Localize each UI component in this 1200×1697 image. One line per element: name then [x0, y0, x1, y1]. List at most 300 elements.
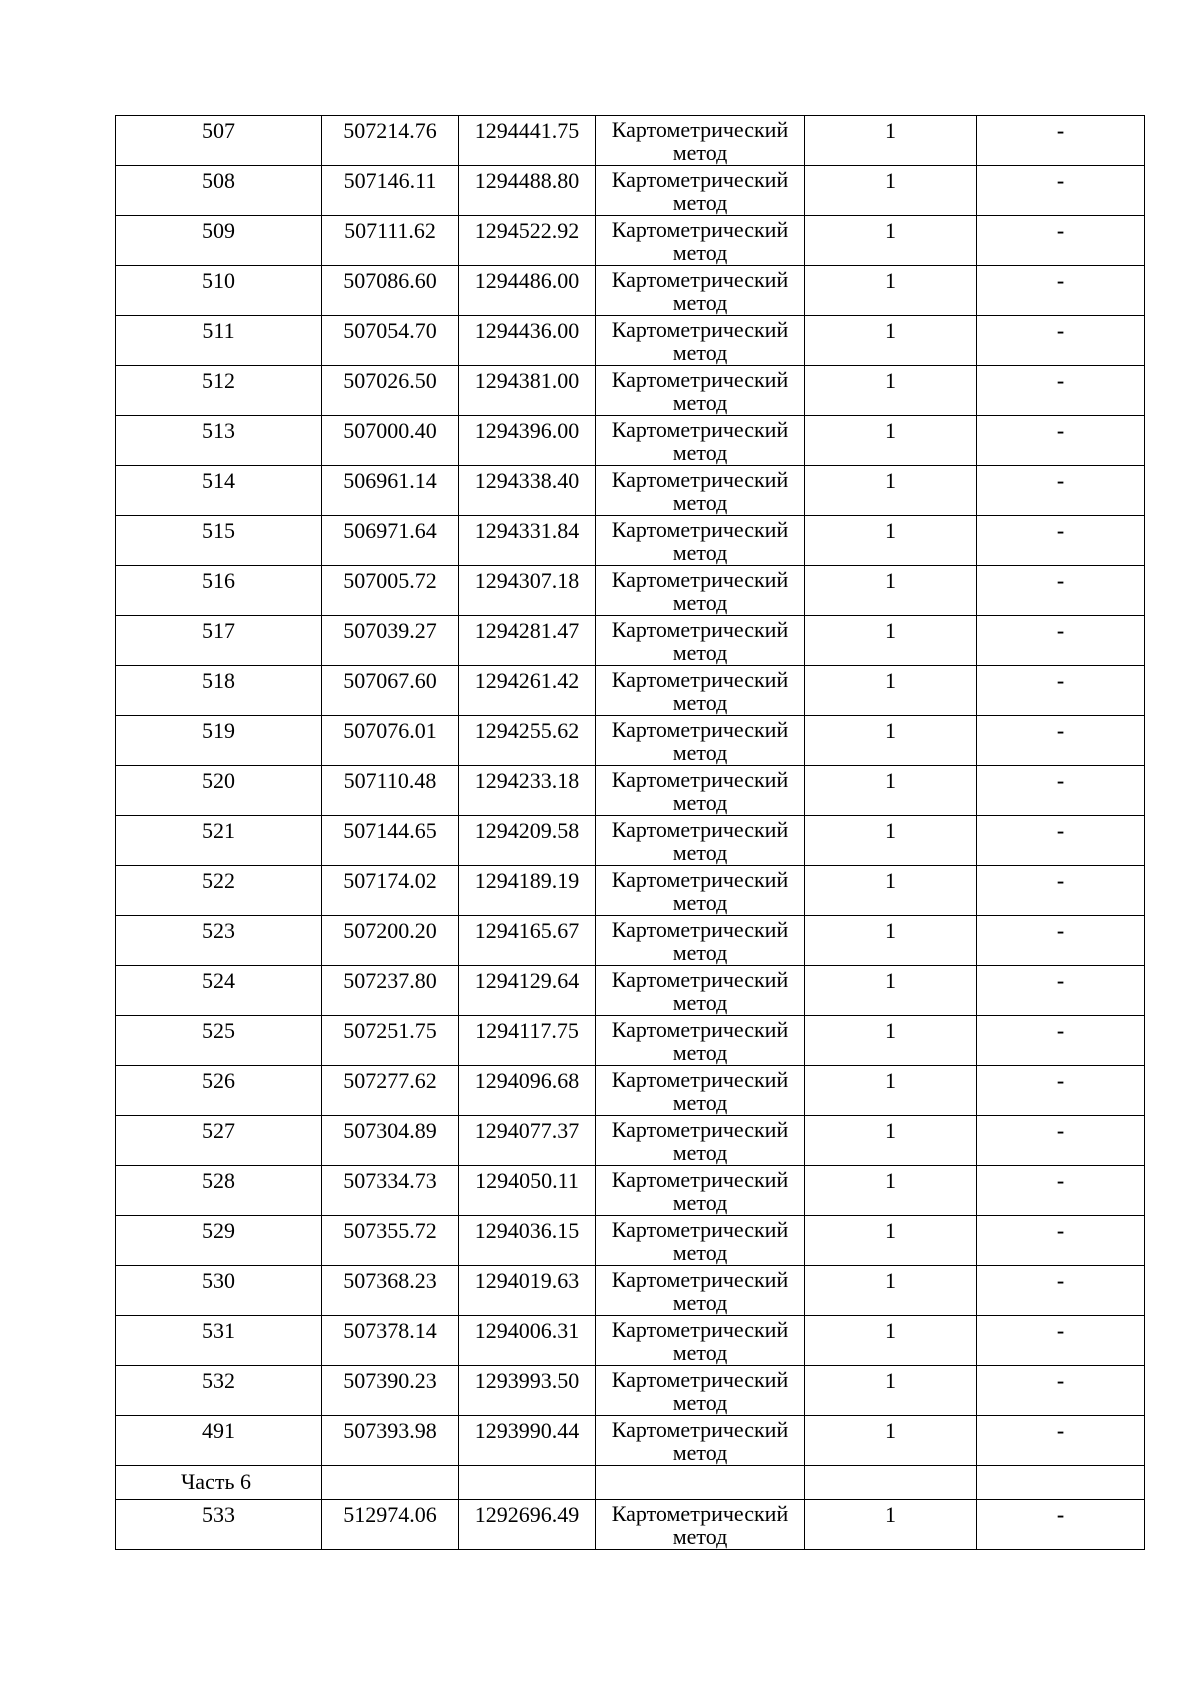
method-line-2: метод — [672, 490, 728, 515]
y-coordinate-value: 1294050.11 — [475, 1168, 579, 1193]
method-line-2: метод — [672, 1290, 728, 1315]
point-number-value: 526 — [202, 1068, 235, 1093]
x-coordinate-value: 507214.76 — [343, 118, 437, 143]
note-cell — [977, 466, 1145, 516]
note-cell — [977, 216, 1145, 266]
point-number-value: 527 — [202, 1118, 235, 1143]
point-number-cell — [116, 516, 322, 566]
method-line-2: метод — [672, 740, 728, 765]
accuracy-cell — [805, 1416, 977, 1466]
accuracy-value: 1 — [885, 1118, 896, 1143]
y-coordinate-cell — [459, 766, 596, 816]
x-coordinate-value: 507334.73 — [343, 1168, 437, 1193]
accuracy-value: 1 — [885, 118, 896, 143]
point-number-value: 491 — [202, 1418, 235, 1443]
y-coordinate-cell — [459, 516, 596, 566]
table-row — [116, 866, 1145, 916]
note-cell — [977, 1066, 1145, 1116]
point-number-cell — [116, 1216, 322, 1266]
table-row — [116, 916, 1145, 966]
note-cell — [977, 1500, 1145, 1550]
note-cell — [977, 1316, 1145, 1366]
y-coordinate-cell — [459, 466, 596, 516]
note-value: - — [1056, 1502, 1065, 1527]
accuracy-value: 1 — [885, 668, 896, 693]
point-number-cell — [116, 216, 322, 266]
x-coordinate-value: 507054.70 — [343, 318, 437, 343]
note-cell — [977, 916, 1145, 966]
y-coordinate-value: 1294281.47 — [474, 618, 580, 643]
note-value: - — [1056, 668, 1065, 693]
table-row — [116, 1066, 1145, 1116]
note-cell — [977, 1166, 1145, 1216]
table-row — [116, 566, 1145, 616]
note-value: - — [1056, 218, 1065, 243]
method-line-1: Картометрический — [611, 217, 789, 242]
method-line-1: Картометрический — [611, 467, 789, 492]
note-cell — [977, 116, 1145, 166]
x-coordinate-value: 507005.72 — [343, 568, 437, 593]
y-coordinate-value: 1294255.62 — [474, 718, 580, 743]
method-line-2: метод — [672, 240, 728, 265]
table-row — [116, 1500, 1145, 1550]
method-line-1: Картометрический — [611, 1267, 789, 1292]
note-value: - — [1056, 918, 1065, 943]
accuracy-value: 1 — [885, 1218, 896, 1243]
y-coordinate-value: 1294209.58 — [474, 818, 580, 843]
accuracy-cell — [805, 216, 977, 266]
x-coordinate-cell — [322, 866, 459, 916]
point-number-cell — [116, 366, 322, 416]
x-coordinate-value: 506961.14 — [343, 468, 437, 493]
x-coordinate-cell — [322, 166, 459, 216]
point-number-value: 516 — [202, 568, 235, 593]
point-number-value: 525 — [202, 1018, 235, 1043]
table-row — [116, 1116, 1145, 1166]
accuracy-cell — [805, 916, 977, 966]
method-line-2: метод — [672, 1140, 728, 1165]
y-coordinate-cell — [459, 716, 596, 766]
note-value: - — [1056, 868, 1065, 893]
x-coordinate-cell — [322, 1166, 459, 1216]
accuracy-cell — [805, 166, 977, 216]
accuracy-cell — [805, 616, 977, 666]
note-value: - — [1056, 168, 1065, 193]
accuracy-value: 1 — [885, 1168, 896, 1193]
coordinates-table — [115, 115, 1145, 1550]
method-line-2: метод — [672, 890, 728, 915]
method-line-1: Картометрический — [611, 1501, 789, 1526]
accuracy-cell — [805, 266, 977, 316]
y-coordinate-cell — [459, 1266, 596, 1316]
table-row — [116, 666, 1145, 716]
method-cell — [596, 816, 805, 866]
note-value: - — [1056, 1018, 1065, 1043]
point-number-cell — [116, 266, 322, 316]
empty-cell — [459, 1466, 596, 1500]
point-number-value: 524 — [202, 968, 235, 993]
point-number-cell — [116, 1316, 322, 1366]
table-row — [116, 1366, 1145, 1416]
table-row — [116, 1416, 1145, 1466]
method-line-2: метод — [672, 340, 728, 365]
method-line-1: Картометрический — [611, 717, 789, 742]
note-cell — [977, 1016, 1145, 1066]
accuracy-value: 1 — [885, 168, 896, 193]
accuracy-cell — [805, 366, 977, 416]
y-coordinate-cell — [459, 566, 596, 616]
accuracy-cell — [805, 666, 977, 716]
method-line-2: метод — [672, 1440, 728, 1465]
y-coordinate-value: 1294396.00 — [474, 418, 580, 443]
note-value: - — [1056, 368, 1065, 393]
point-number-cell — [116, 466, 322, 516]
section-label: Часть 6 — [181, 1469, 251, 1494]
y-coordinate-value: 1294077.37 — [474, 1118, 580, 1143]
note-value: - — [1056, 468, 1065, 493]
point-number-value: 509 — [202, 218, 235, 243]
table-body — [116, 116, 1145, 1550]
x-coordinate-cell — [322, 1266, 459, 1316]
y-coordinate-cell — [459, 866, 596, 916]
point-number-cell — [116, 1016, 322, 1066]
y-coordinate-cell — [459, 1366, 596, 1416]
y-coordinate-value: 1294036.15 — [474, 1218, 580, 1243]
table-row — [116, 516, 1145, 566]
x-coordinate-cell — [322, 216, 459, 266]
x-coordinate-cell — [322, 1416, 459, 1466]
note-cell — [977, 666, 1145, 716]
note-cell — [977, 816, 1145, 866]
note-value: - — [1056, 968, 1065, 993]
accuracy-value: 1 — [885, 568, 896, 593]
note-cell — [977, 1416, 1145, 1466]
x-coordinate-value: 507110.48 — [343, 768, 437, 793]
accuracy-cell — [805, 416, 977, 466]
y-coordinate-value: 1293993.50 — [474, 1368, 580, 1393]
note-value: - — [1056, 718, 1065, 743]
point-number-cell — [116, 116, 322, 166]
y-coordinate-value: 1294331.84 — [474, 518, 580, 543]
accuracy-cell — [805, 466, 977, 516]
method-line-1: Картометрический — [611, 917, 789, 942]
accuracy-value: 1 — [885, 318, 896, 343]
point-number-value: 515 — [202, 518, 235, 543]
x-coordinate-cell — [322, 1500, 459, 1550]
x-coordinate-cell — [322, 1366, 459, 1416]
accuracy-cell — [805, 1116, 977, 1166]
accuracy-value: 1 — [885, 1502, 896, 1527]
note-cell — [977, 716, 1145, 766]
x-coordinate-cell — [322, 816, 459, 866]
y-coordinate-value: 1292696.49 — [474, 1502, 580, 1527]
method-line-1: Картометрический — [611, 1317, 789, 1342]
method-line-1: Картометрический — [611, 667, 789, 692]
point-number-cell — [116, 566, 322, 616]
x-coordinate-cell — [322, 1066, 459, 1116]
method-cell — [596, 666, 805, 716]
method-cell — [596, 1066, 805, 1116]
point-number-cell — [116, 1500, 322, 1550]
point-number-cell — [116, 416, 322, 466]
x-coordinate-value: 507000.40 — [343, 418, 437, 443]
method-line-1: Картометрический — [611, 317, 789, 342]
note-cell — [977, 1266, 1145, 1316]
note-cell — [977, 1116, 1145, 1166]
x-coordinate-cell — [322, 1216, 459, 1266]
y-coordinate-cell — [459, 1166, 596, 1216]
table-row — [116, 316, 1145, 366]
y-coordinate-cell — [459, 266, 596, 316]
x-coordinate-value: 507355.72 — [343, 1218, 437, 1243]
note-value: - — [1056, 418, 1065, 443]
method-line-1: Картометрический — [611, 1417, 789, 1442]
note-cell — [977, 1216, 1145, 1266]
point-number-cell — [116, 1266, 322, 1316]
method-line-2: метод — [672, 1390, 728, 1415]
y-coordinate-value: 1294006.31 — [474, 1318, 580, 1343]
y-coordinate-value: 1294096.68 — [474, 1068, 580, 1093]
method-line-2: метод — [672, 1190, 728, 1215]
method-cell — [596, 366, 805, 416]
method-line-1: Картометрический — [611, 867, 789, 892]
x-coordinate-cell — [322, 716, 459, 766]
y-coordinate-value: 1294261.42 — [474, 668, 580, 693]
accuracy-value: 1 — [885, 818, 896, 843]
method-line-2: метод — [672, 440, 728, 465]
section-row — [116, 1466, 1145, 1500]
x-coordinate-value: 507086.60 — [343, 268, 437, 293]
x-coordinate-value: 507237.80 — [343, 968, 437, 993]
point-number-cell — [116, 816, 322, 866]
note-cell — [977, 316, 1145, 366]
method-cell — [596, 1266, 805, 1316]
accuracy-value: 1 — [885, 618, 896, 643]
x-coordinate-cell — [322, 416, 459, 466]
x-coordinate-cell — [322, 616, 459, 666]
note-cell — [977, 966, 1145, 1016]
accuracy-cell — [805, 316, 977, 366]
point-number-value: 520 — [202, 768, 235, 793]
point-number-value: 513 — [202, 418, 235, 443]
method-line-1: Картометрический — [611, 817, 789, 842]
table-row — [116, 616, 1145, 666]
accuracy-cell — [805, 1500, 977, 1550]
x-coordinate-cell — [322, 316, 459, 366]
y-coordinate-cell — [459, 1066, 596, 1116]
accuracy-value: 1 — [885, 1068, 896, 1093]
x-coordinate-value: 507174.02 — [343, 868, 437, 893]
method-cell — [596, 916, 805, 966]
x-coordinate-cell — [322, 1016, 459, 1066]
accuracy-cell — [805, 1166, 977, 1216]
x-coordinate-value: 506971.64 — [343, 518, 437, 543]
x-coordinate-cell — [322, 666, 459, 716]
point-number-value: 533 — [202, 1502, 235, 1527]
accuracy-value: 1 — [885, 1368, 896, 1393]
accuracy-value: 1 — [885, 368, 896, 393]
point-number-cell — [116, 716, 322, 766]
table-row — [116, 1016, 1145, 1066]
method-line-2: метод — [672, 690, 728, 715]
x-coordinate-value: 507111.62 — [344, 218, 436, 243]
x-coordinate-value: 507067.60 — [343, 668, 437, 693]
point-number-value: 522 — [202, 868, 235, 893]
x-coordinate-value: 507304.89 — [343, 1118, 437, 1143]
method-line-1: Картометрический — [611, 167, 789, 192]
x-coordinate-cell — [322, 916, 459, 966]
method-cell — [596, 866, 805, 916]
x-coordinate-cell — [322, 366, 459, 416]
accuracy-value: 1 — [885, 1268, 896, 1293]
x-coordinate-value: 507378.14 — [343, 1318, 437, 1343]
point-number-cell — [116, 916, 322, 966]
method-cell — [596, 1416, 805, 1466]
method-cell — [596, 1500, 805, 1550]
point-number-cell — [116, 766, 322, 816]
accuracy-value: 1 — [885, 218, 896, 243]
note-cell — [977, 616, 1145, 666]
empty-cell — [805, 1466, 977, 1500]
note-value: - — [1056, 1418, 1065, 1443]
y-coordinate-value: 1294307.18 — [474, 568, 580, 593]
point-number-value: 530 — [202, 1268, 235, 1293]
empty-cell — [977, 1466, 1145, 1500]
method-line-2: метод — [672, 140, 728, 165]
y-coordinate-cell — [459, 1016, 596, 1066]
point-number-value: 531 — [202, 1318, 235, 1343]
accuracy-value: 1 — [885, 868, 896, 893]
table-row — [116, 366, 1145, 416]
accuracy-cell — [805, 1216, 977, 1266]
note-value: - — [1056, 318, 1065, 343]
point-number-value: 514 — [202, 468, 235, 493]
point-number-value: 528 — [202, 1168, 235, 1193]
accuracy-cell — [805, 816, 977, 866]
method-cell — [596, 1116, 805, 1166]
method-cell — [596, 116, 805, 166]
y-coordinate-cell — [459, 966, 596, 1016]
accuracy-value: 1 — [885, 918, 896, 943]
accuracy-cell — [805, 966, 977, 1016]
accuracy-value: 1 — [885, 518, 896, 543]
method-cell — [596, 1016, 805, 1066]
y-coordinate-value: 1294486.00 — [474, 268, 580, 293]
method-line-1: Картометрический — [611, 967, 789, 992]
y-coordinate-cell — [459, 366, 596, 416]
method-line-2: метод — [672, 840, 728, 865]
method-cell — [596, 516, 805, 566]
x-coordinate-cell — [322, 566, 459, 616]
method-line-2: метод — [672, 590, 728, 615]
method-line-2: метод — [672, 940, 728, 965]
method-cell — [596, 316, 805, 366]
accuracy-cell — [805, 116, 977, 166]
y-coordinate-value: 1293990.44 — [474, 1418, 580, 1443]
y-coordinate-cell — [459, 316, 596, 366]
note-cell — [977, 366, 1145, 416]
y-coordinate-cell — [459, 916, 596, 966]
y-coordinate-cell — [459, 116, 596, 166]
x-coordinate-cell — [322, 966, 459, 1016]
y-coordinate-value: 1294488.80 — [474, 168, 580, 193]
method-line-1: Картометрический — [611, 1117, 789, 1142]
x-coordinate-value: 507026.50 — [343, 368, 437, 393]
section-label-cell — [116, 1466, 322, 1500]
x-coordinate-value: 507277.62 — [343, 1068, 437, 1093]
table-row — [116, 766, 1145, 816]
y-coordinate-cell — [459, 416, 596, 466]
note-cell — [977, 516, 1145, 566]
method-line-2: метод — [672, 1340, 728, 1365]
method-line-1: Картометрический — [611, 617, 789, 642]
note-value: - — [1056, 1118, 1065, 1143]
method-line-2: метод — [672, 1524, 728, 1549]
accuracy-value: 1 — [885, 418, 896, 443]
method-line-1: Картометрический — [611, 117, 789, 142]
method-cell — [596, 1366, 805, 1416]
accuracy-cell — [805, 716, 977, 766]
note-cell — [977, 566, 1145, 616]
x-coordinate-cell — [322, 766, 459, 816]
table-row — [116, 1316, 1145, 1366]
note-value: - — [1056, 618, 1065, 643]
y-coordinate-value: 1294233.18 — [474, 768, 580, 793]
table-row — [116, 116, 1145, 166]
x-coordinate-value: 507390.23 — [343, 1368, 437, 1393]
point-number-cell — [116, 1366, 322, 1416]
note-cell — [977, 416, 1145, 466]
method-cell — [596, 566, 805, 616]
y-coordinate-cell — [459, 616, 596, 666]
note-cell — [977, 766, 1145, 816]
method-cell — [596, 216, 805, 266]
point-number-cell — [116, 1116, 322, 1166]
x-coordinate-value: 507076.01 — [343, 718, 437, 743]
y-coordinate-cell — [459, 1216, 596, 1266]
note-value: - — [1056, 118, 1065, 143]
method-cell — [596, 416, 805, 466]
x-coordinate-cell — [322, 466, 459, 516]
note-value: - — [1056, 1168, 1065, 1193]
y-coordinate-value: 1294165.67 — [474, 918, 580, 943]
y-coordinate-value: 1294189.19 — [474, 868, 580, 893]
x-coordinate-value: 512974.06 — [343, 1502, 437, 1527]
method-line-1: Картометрический — [611, 1167, 789, 1192]
method-cell — [596, 1216, 805, 1266]
accuracy-cell — [805, 1066, 977, 1116]
x-coordinate-value: 507039.27 — [343, 618, 437, 643]
y-coordinate-value: 1294522.92 — [474, 218, 580, 243]
accuracy-cell — [805, 1016, 977, 1066]
method-cell — [596, 1316, 805, 1366]
point-number-cell — [116, 316, 322, 366]
y-coordinate-cell — [459, 166, 596, 216]
point-number-value: 519 — [202, 718, 235, 743]
point-number-value: 507 — [202, 118, 235, 143]
x-coordinate-value: 507393.98 — [343, 1418, 437, 1443]
point-number-cell — [116, 966, 322, 1016]
x-coordinate-cell — [322, 516, 459, 566]
table-row — [116, 466, 1145, 516]
method-cell — [596, 766, 805, 816]
method-cell — [596, 266, 805, 316]
y-coordinate-cell — [459, 666, 596, 716]
note-value: - — [1056, 518, 1065, 543]
y-coordinate-cell — [459, 816, 596, 866]
x-coordinate-value: 507146.11 — [343, 168, 437, 193]
point-number-value: 521 — [202, 818, 235, 843]
